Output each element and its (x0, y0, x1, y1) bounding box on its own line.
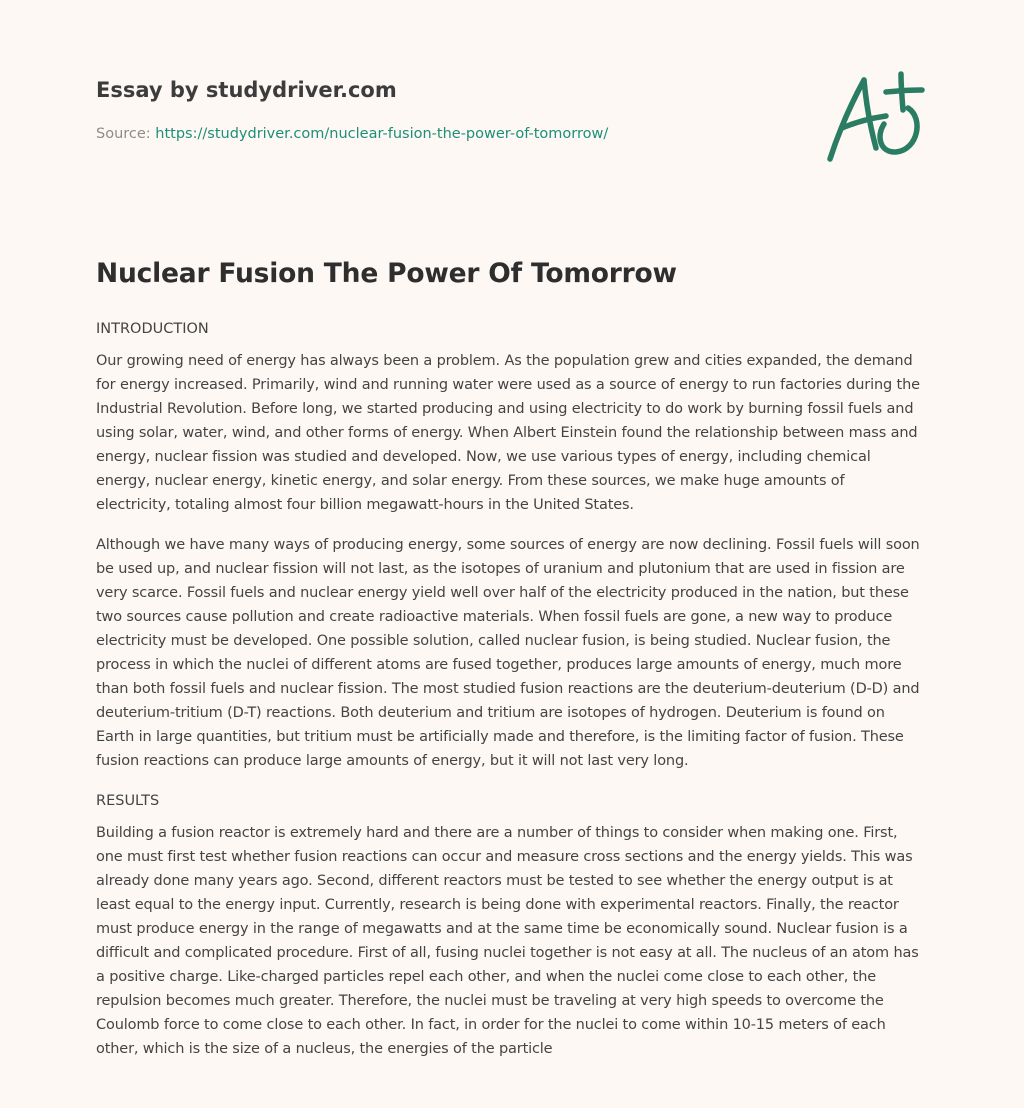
a-plus-logo-icon (822, 66, 926, 166)
section-heading: RESULTS (96, 793, 160, 809)
essay-body (96, 254, 922, 1077)
essay-header (96, 76, 916, 144)
source-label: Source: (96, 126, 151, 142)
section-heading: INTRODUCTION (96, 321, 209, 337)
source-line (96, 124, 916, 144)
section-introduction (96, 317, 922, 773)
source-link[interactable]: https://studydriver.com/nuclear-fusion-the-power-of-tomorrow/ (155, 126, 609, 142)
section-results (96, 789, 922, 1061)
paragraph: Building a fusion reactor is extremely hard and there are a number of things to consider when making one. First, one must first test whether fusion reactions can occur and measure cross sections and the energy yields. This was already done many years ago. Second, different reactors must be tested to see whether the energy output is at least equal to the energy input. Currently, research is being done with experimental reactors. Finally, the reactor must produce energy in the range of megawatts and at the same time be economically sound. Nuclear fusion is a difficult and complicated procedure. First of all, fusing nuclei together is not easy at all. The nucleus of an atom has a positive charge. Like-charged particles repel each other, and when the nuclei come close to each other, the repulsion becomes much greater. Therefore, the nuclei must be traveling at very high speeds to overcome the Coulomb force to come close to each other. In fact, in order for the nuclei to come within 10-15 meters of each other, which is the size of a nucleus, the energies of the particle (96, 825, 919, 1057)
brand-title: Essay by studydriver.com (96, 78, 397, 102)
paragraph: Although we have many ways of producing energy, some sources of energy are now declining. Fossil fuels will soon be used up, and nuclear fission will not last, as the isotopes of uranium and plutonium that are used in fission are very scarce. Fossil fuels and nuclear energy yield well over half of the electricity produced in the nation, but these two sources cause pollution and create radioactive materials. When fossil fuels are gone, a new way to produce electricity must be developed. One possible solution, called nuclear fusion, is being studied. Nuclear fusion, the process in which the nuclei of different atoms are fused together, produces large amounts of energy, much more than both fossil fuels and nuclear fission. The most studied fusion reactions are the deuterium-deuterium (D-D) and deuterium-tritium (D-T) reactions. Both deuterium and tritium are isotopes of hydrogen. Deuterium is found on Earth in large quantities, but tritium must be artificially made and therefore, is the limiting factor of fusion. These fusion reactions can produce large amounts of energy, but it will not last very long. (96, 537, 920, 769)
paragraph: Our growing need of energy has always been a problem. As the population grew and cities expanded, the demand for energy increased. Primarily, wind and running water were used as a source of energy to run factories during the Industrial Revolution. Before long, we started producing and using electricity to do work by burning fossil fuels and using solar, water, wind, and other forms of energy. When Albert Einstein found the relationship between mass and energy, nuclear fission was studied and developed. Now, we use various types of energy, including chemical energy, nuclear energy, kinetic energy, and solar energy. From these sources, we make huge amounts of electricity, totaling almost four billion megawatt-hours in the United States. (96, 353, 920, 513)
essay-title: Nuclear Fusion The Power Of Tomorrow (96, 258, 677, 289)
logo-text (926, 66, 927, 67)
